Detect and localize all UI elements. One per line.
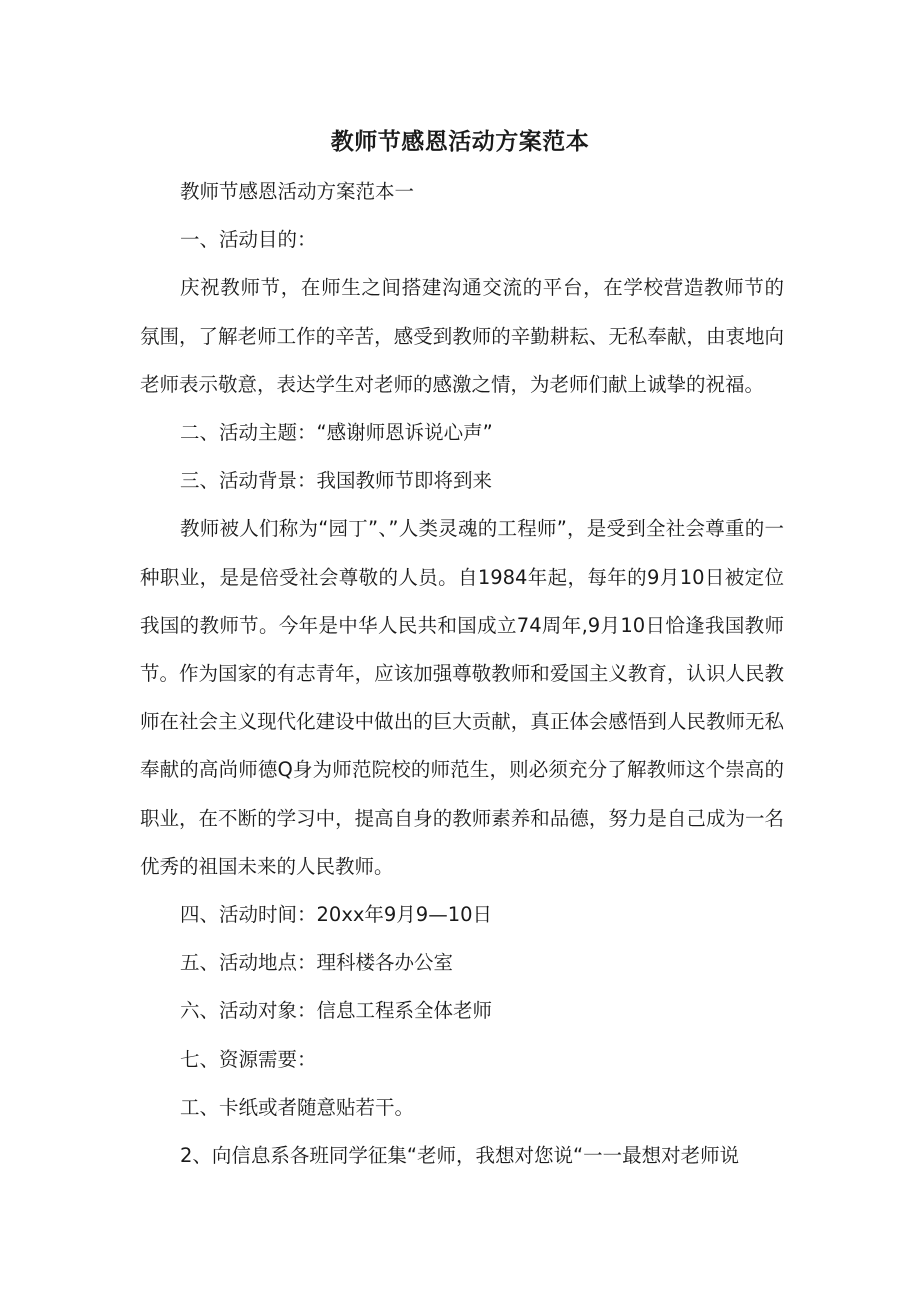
document-body [140,168,784,1180]
paragraph-purpose-heading: 一、活动目的： [180,228,317,252]
paragraph-location: 五、活动地点：理科楼各办公室 [180,951,454,975]
paragraph-resources-heading: 七、资源需要： [180,1047,317,1071]
paragraph-plan-heading: 教师节感恩活动方案范本一 [180,180,415,203]
paragraph-purpose: 庆祝教师节，在师生之间搭建沟通交流的平台，在学校营造教师节的氛围，了解老师工作的辛苦，感受到教师的辛勤耕耘、无私奉献，由衷地向老师表示敬意，表达学生对老师的感激之情，为老师们献上诚挚的祝福。 [140,276,784,396]
paragraph-time: 四、活动时间：20xx年9月9—10日 [180,903,493,927]
paragraph-resource-2: 2、向信息系各班同学征集“老师，我想对您说“一一最想对老师说 [180,1144,740,1168]
document-title: 教师节感恩活动方案范本 [330,129,590,155]
paragraph-background: 教师被人们称为“园丁”、”人类灵魂的工程师”，是受到全社会尊重的一种职业，是是倍受社会尊敬的人员。自1984年起，每年的9月10日被定位我国的教师节。今年是中华人民共和国成立74周年,9月10日恰逢我国教师节。作为国家的有志青年，应该加强尊敬教师和爱国主义教育，认识人民教师在社会主义现代化建设中做出的巨大贡献，真正体会感悟到人民教师无私奉献的高尚师德Q身为师范院校的师范生，则必须充分了解教师这个崇高的职业，在不断的学习中，提高自身的教师素养和品德，努力是自己成为一名优秀的祖国未来的人民教师。 [140,517,784,878]
paragraph-resource-1: 工、卡纸或者随意贴若干。 [180,1095,415,1119]
paragraph-theme: 二、活动主题：“感谢师恩诉说心声” [180,421,493,445]
paragraph-audience: 六、活动对象：信息工程系全体老师 [180,999,493,1023]
paragraph-background-heading: 三、活动背景：我国教师节即将到来 [180,469,493,493]
